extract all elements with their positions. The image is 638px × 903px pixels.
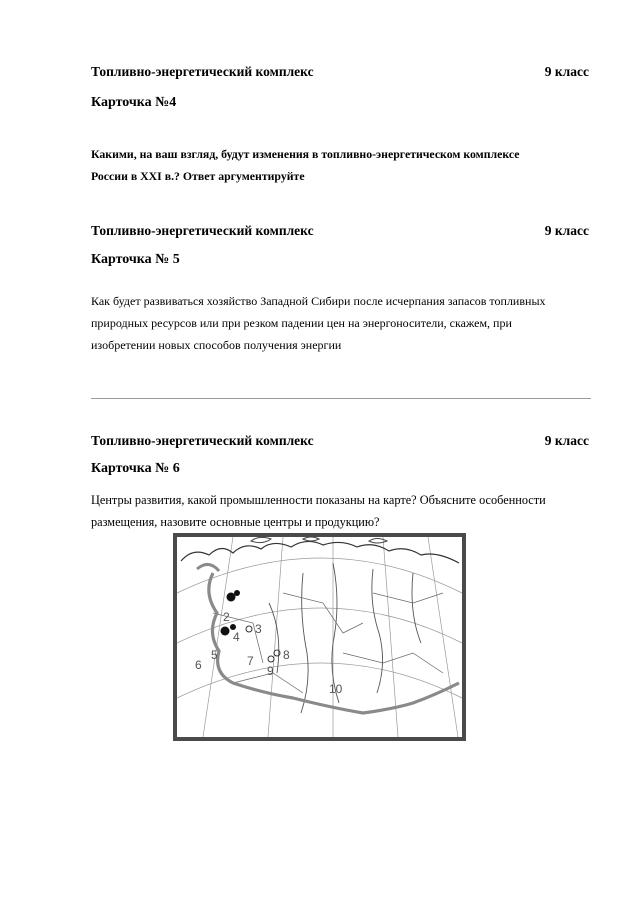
card-6-subject: Топливно-энергетический комплекс (91, 433, 314, 448)
card-6-grade: 9 класс (544, 433, 589, 448)
card-5-question (91, 290, 591, 356)
card-4-question-line-2: России в XXI в.? Ответ аргументируйте (91, 169, 305, 183)
card-6-question (91, 489, 591, 533)
card-4-question (91, 143, 591, 187)
map-label-10: 10 (329, 682, 343, 696)
card-4-subject: Топливно-энергетический комплекс (91, 64, 314, 79)
map-label-9: 9 (267, 664, 274, 678)
section-divider (91, 398, 591, 399)
card-4-title: Карточка №4 (91, 95, 177, 110)
map-label-7: 7 (247, 654, 254, 668)
russia-map (173, 533, 466, 741)
card-4-question-line-1: Какими, на ваш взгляд, будут изменения в топливно-энергетическом комплексе (91, 147, 520, 161)
card-6-question-line-1: Центры развития, какой промышленности показаны на карте? Объясните особенности (91, 493, 546, 507)
centre-1b-dot (234, 590, 240, 596)
map-label-8: 8 (283, 648, 290, 662)
card-4-grade: 9 класс (544, 64, 589, 79)
map-label-6: 6 (195, 658, 202, 672)
map-label-4: 4 (233, 630, 240, 644)
card-5-question-line-1: Как будет развиваться хозяйство Западной Сибири после исчерпания запасов топливных (91, 294, 546, 308)
map-label-2: 2 (223, 610, 230, 624)
card-5-grade: 9 класс (544, 223, 589, 238)
card-5-question-line-3: изобретении новых способов получения энергии (91, 338, 342, 352)
card-6-question-line-2: размещения, назовите основные центры и продукцию? (91, 515, 380, 529)
card-5-subject: Топливно-энергетический комплекс (91, 223, 314, 238)
russia-map-svg (173, 533, 466, 741)
centre-4-dot (221, 627, 230, 636)
map-label-3: 3 (255, 622, 262, 636)
card-5-question-line-2: природных ресурсов или при резком падении цен на энергоносители, скажем, при (91, 316, 512, 330)
map-label-5: 5 (211, 648, 218, 662)
card-6-title: Карточка № 6 (91, 461, 180, 476)
card-5-title: Карточка № 5 (91, 252, 180, 267)
